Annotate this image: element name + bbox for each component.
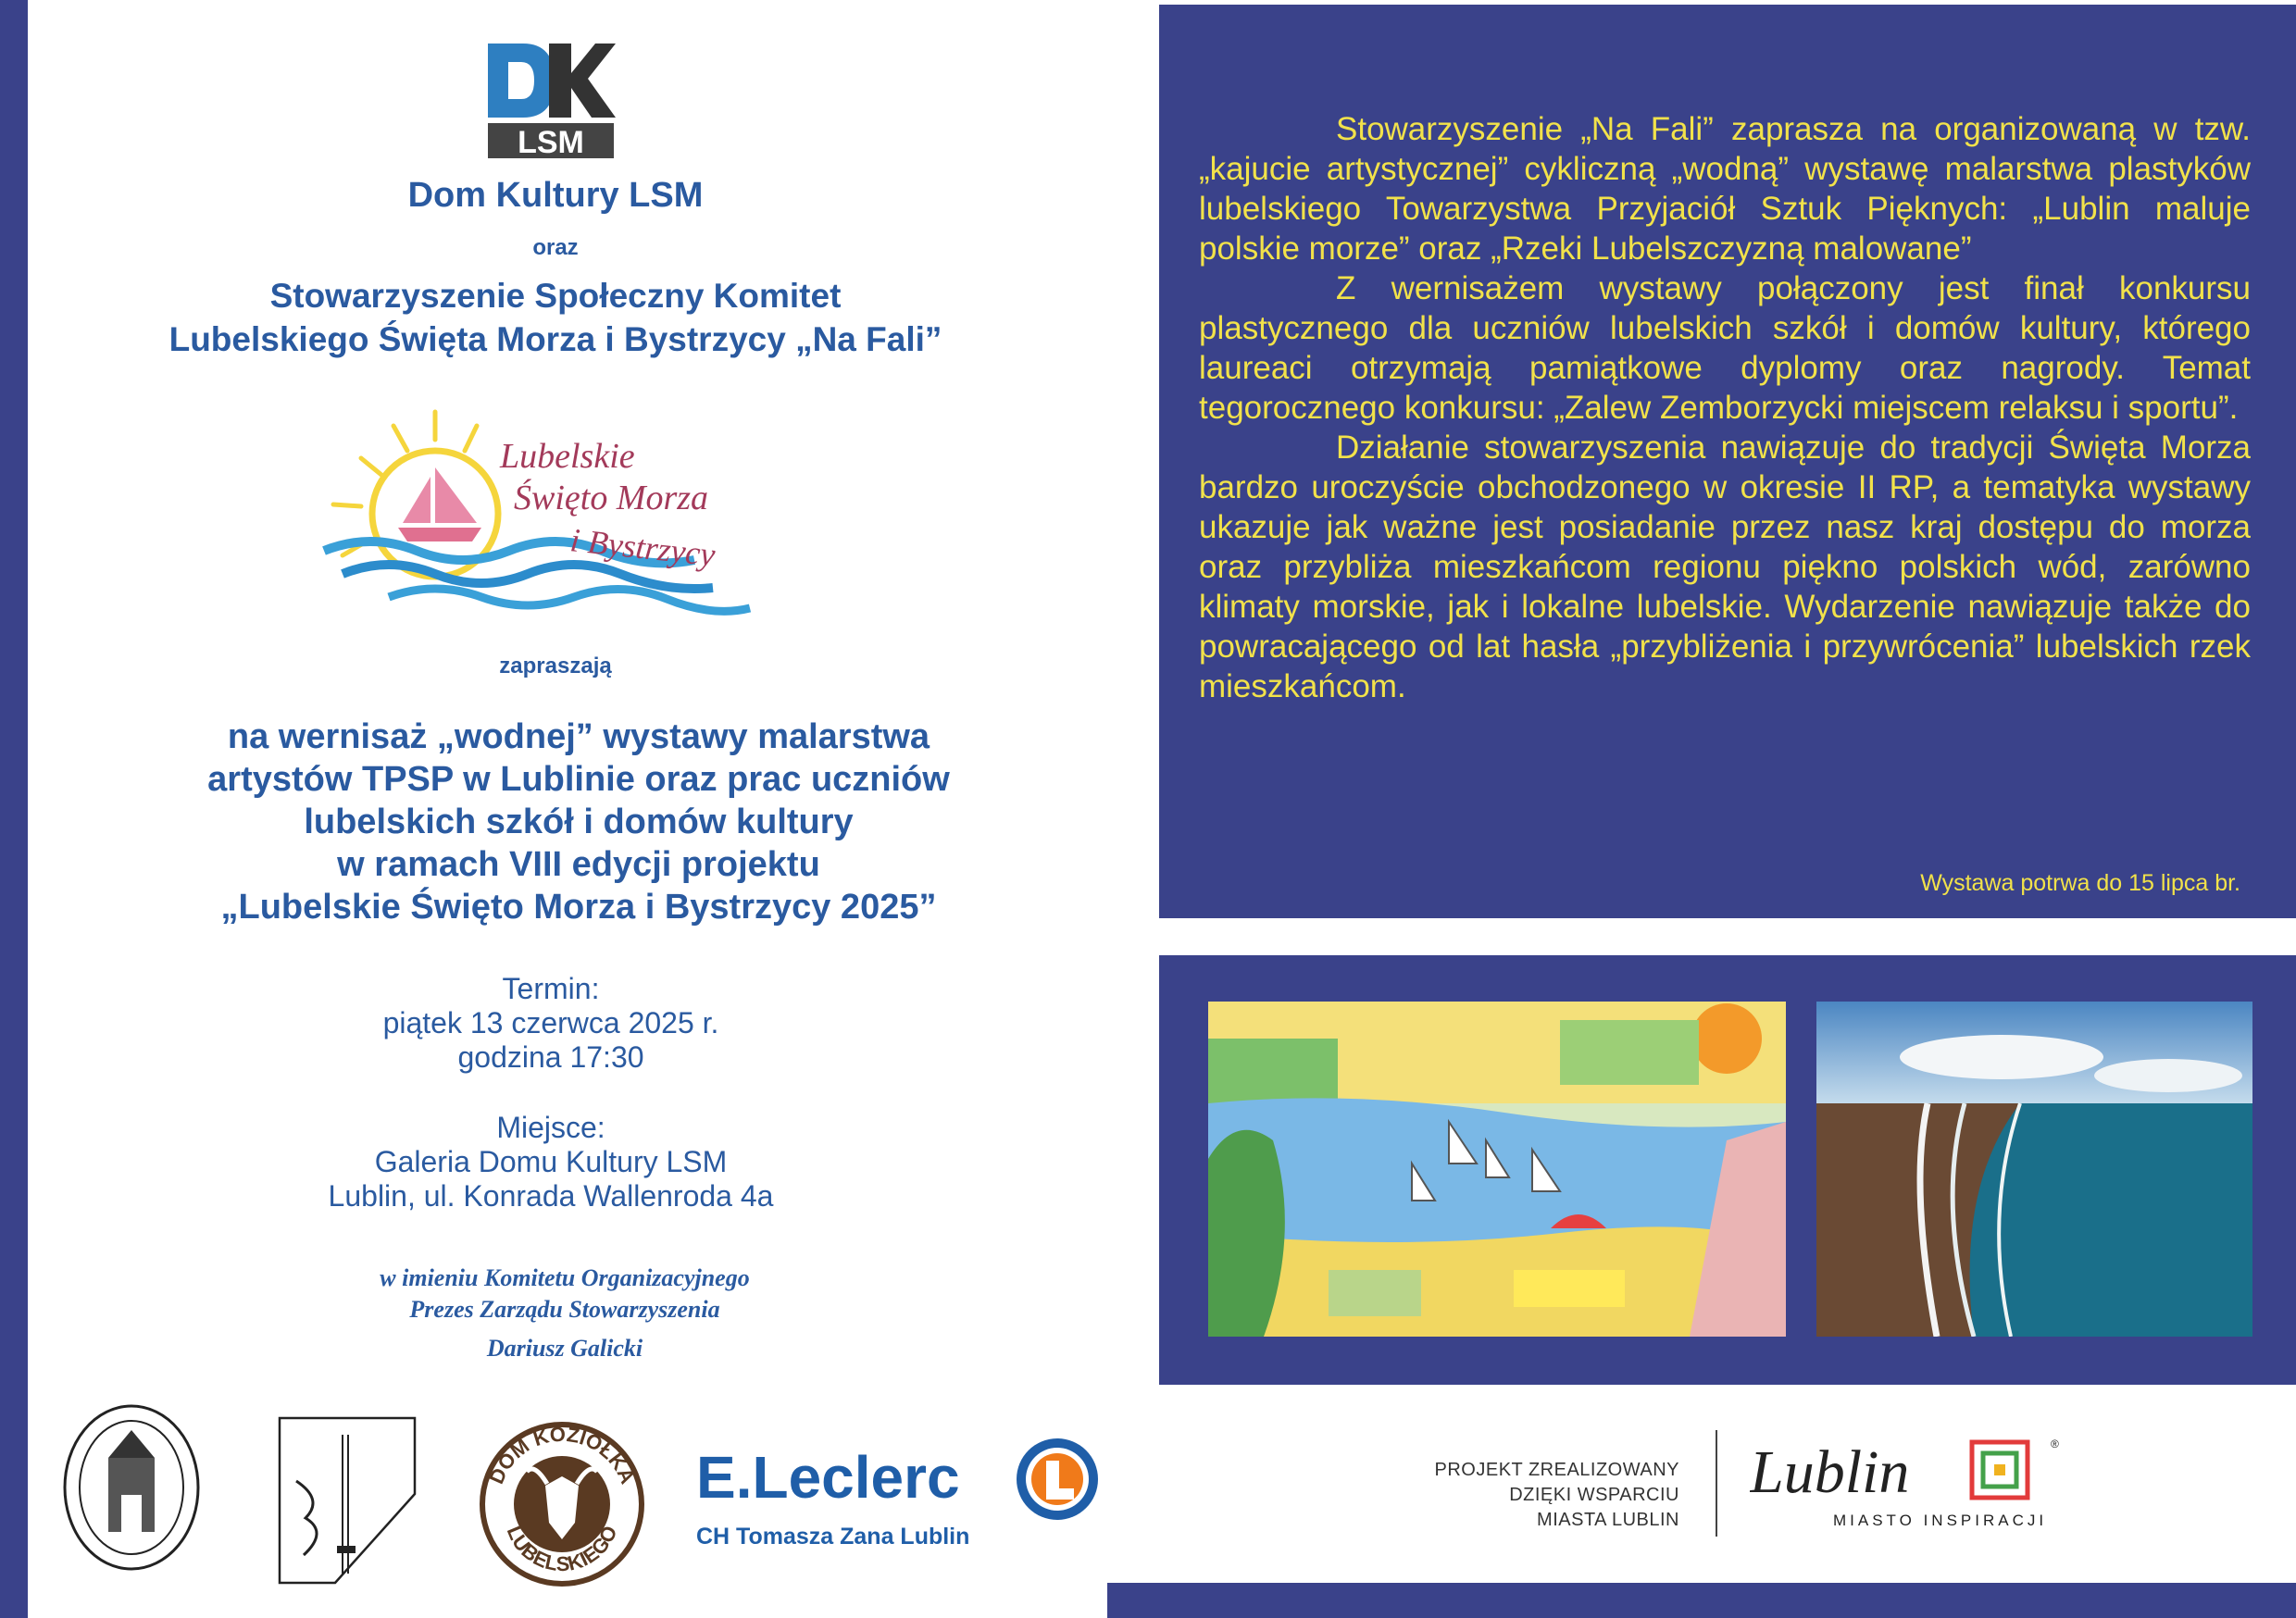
event-time: godzina 17:30 — [457, 1040, 644, 1074]
music-school-logo — [278, 1416, 417, 1585]
signature-name: Dariusz Galicki — [486, 1335, 643, 1362]
seaside-painting-image — [1816, 1002, 2252, 1337]
association-line-1: Stowarzyszenie Społeczny Komitet — [269, 277, 842, 315]
event-date: piątek 13 czerwca 2025 r. — [382, 1006, 719, 1039]
project-line-2: DZIĘKI WSPARCIU — [1509, 1485, 1679, 1505]
svg-text:E.Leclerc — [696, 1444, 960, 1511]
lublin-name: Lublin — [1750, 1438, 1910, 1506]
svg-text:®: ® — [2051, 1438, 2059, 1450]
invite-line-2: artystów TPSP w Lublinie oraz prac uczniów — [207, 760, 950, 799]
exhibition-end-date: Wystawa potrwa do 15 lipca br. — [1920, 870, 2240, 896]
date-block — [28, 972, 1074, 1075]
koziolka-top-text: DOM KOZIOŁKA — [484, 1422, 640, 1487]
location-block — [28, 1111, 1074, 1214]
lublin-city-logo — [1750, 1435, 2065, 1537]
organizer-title: Dom Kultury LSM — [407, 176, 704, 215]
date-label: Termin: — [502, 972, 600, 1005]
invite-line-1: na wernisaż „wodnej” wystawy malarstwa — [227, 717, 930, 756]
invite-verb: zapraszają — [499, 653, 612, 678]
venue-address: Lublin, ul. Konrada Wallenroda 4a — [328, 1179, 774, 1213]
venue-name: Galeria Domu Kultury LSM — [374, 1145, 728, 1178]
oraz-text: oraz — [532, 235, 579, 260]
event-logo-line-2: Święto Morza — [514, 479, 709, 517]
children-drawing-image — [1208, 1002, 1786, 1337]
bottom-band — [1154, 1583, 2296, 1618]
signature-line-1: w imieniu Komitetu Organizacyjnego — [380, 1264, 750, 1291]
invite-line-3: lubelskich szkół i domów kultury — [304, 803, 854, 841]
event-logo-line-1: Lubelskie — [500, 437, 635, 476]
invitation-text — [28, 716, 1129, 928]
tpsp-seal-logo — [60, 1402, 204, 1574]
leclerc-name: Leclerc — [752, 1444, 960, 1511]
dk-lsm-logo — [486, 42, 616, 160]
event-logo-line-3: i Bystrzycy — [568, 521, 718, 574]
leclerc-subtitle: CH Tomasza Zana Lublin — [696, 1524, 970, 1550]
project-line-3: MIASTA LUBLIN — [1537, 1510, 1679, 1530]
signature-block — [28, 1263, 1102, 1364]
event-logo — [306, 403, 768, 620]
description-paragraph-2: Z wernisażem wystawy połączony jest finał konkursu plastycznego dla uczniów lubelskich szkół i domów kultury, którego laureaci otrzymają pamiątkowe dyplomy oraz nagrody. Temat tegorocznego konkursu: „Zalew Zemborzycki miejscem relaksu i sportu”. — [1199, 270, 2251, 426]
association-name — [28, 274, 1083, 361]
divider — [1716, 1430, 1717, 1537]
location-label: Miejsce: — [496, 1111, 605, 1144]
invite-line-5: „Lubelskie Święto Morza i Bystrzycy 2025” — [220, 888, 937, 927]
dk-logo-sub: LSM — [518, 125, 584, 160]
signature-line-2: Prezes Zarządu Stowarzyszenia — [409, 1296, 720, 1323]
lublin-tagline: MIASTO INSPIRACJI — [1833, 1512, 2048, 1529]
association-line-2: Lubelskiego Święta Morza i Bystrzycy „Na Fali” — [168, 320, 942, 358]
project-funding-note — [1389, 1458, 1679, 1533]
dom-koziolka-logo — [479, 1421, 645, 1587]
project-line-1: PROJEKT ZREALIZOWANY — [1434, 1460, 1679, 1480]
invite-line-4: w ramach VIII edycji projektu — [337, 845, 820, 884]
leclerc-logo — [696, 1433, 1104, 1553]
description-paragraph-1: Stowarzyszenie „Na Fali” zaprasza na organizowaną w tzw. „kajucie artystycznej” cykliczną „wodną” wystawę malarstwa plastyków lubelskiego Towarzystwa Przyjaciół Sztuk Pięknych: „Lublin maluje polskie morze” oraz „Rzeki Lubelszczyzną malowane” — [1199, 111, 2251, 267]
koziolka-bottom-text: LUBELSKIEGO — [502, 1522, 622, 1576]
leclerc-prefix: E. — [696, 1444, 753, 1511]
description-paragraph-3: Działanie stowarzyszenia nawiązuje do tradycji Święta Morza bardzo uroczyście obchodzonego w okresie II RP, a tematyka wystawy ukazuje jak ważne jest posiadanie przez nasz kraj dostępu do morza oraz przybliża mieszkańcom regionu piękno polskich wód, zarówno klimaty morskie, jak i lokalne lubelskie. Wydarzenie nawiązuje także do powracającego od lat hasła „przybliżenia i przywrócenia” lubelskich rzek mieszkańcom. — [1199, 429, 2251, 704]
description-text — [1199, 109, 2251, 706]
